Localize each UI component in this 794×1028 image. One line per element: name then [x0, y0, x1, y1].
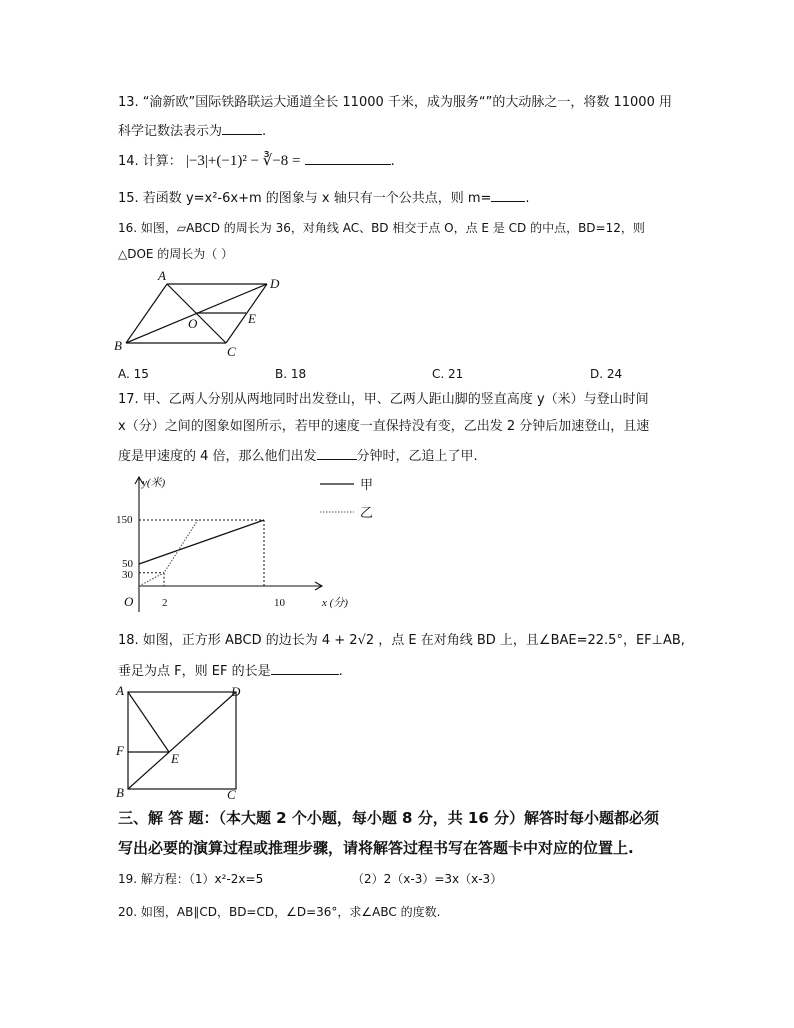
q17-line3-end: 分钟时，乙追上了甲. [356, 449, 478, 464]
legend-label-jia: 甲 [360, 478, 374, 493]
legend-label-yi: 乙 [360, 506, 374, 520]
label-b: B [114, 338, 122, 353]
q18-answer-blank [271, 660, 339, 675]
q13-answer-blank [222, 120, 262, 135]
label-a: A [158, 268, 166, 283]
q13-line1: 13. “渝新欧”国际铁路联运大通道全长 11000 千米，成为服务“”的大动脉之一，将数 11000 用 [118, 95, 672, 110]
origin-label: O [124, 594, 134, 609]
section3-heading-line2: 写出必要的演算过程或推理步骤，请将解答过程书写在答题卡中对应的位置上. [118, 839, 634, 857]
q17-line1: 17. 甲、乙两人分别从两地同时出发登山，甲、乙两人距山脚的竖直高度 y（米）与登山时间 [118, 392, 649, 407]
section3-heading-line1: 三、解 答 题：（本大题 2 个小题，每小题 8 分，共 16 分）解答时每小题都必须 [118, 809, 660, 827]
label-a: A [116, 683, 124, 698]
parallelogram-figure [112, 268, 287, 360]
q14-label: 14. 计算： [118, 154, 182, 169]
q17-line3 [118, 445, 478, 466]
diagonal-bd [128, 692, 236, 789]
label-b: B [116, 785, 124, 800]
q17-line2: x（分）之间的图象如图所示，若甲的速度一直保持没有变，乙出发 2 分钟后加速登山，且速 [118, 419, 650, 434]
label-d: D [270, 276, 280, 291]
label-e: E [171, 751, 179, 766]
y-axis-label: y(米) [142, 477, 166, 489]
q18-line2-text: 垂足为点 F，则 EF 的长是 [118, 664, 271, 679]
series-line-jia [139, 520, 264, 564]
q18-line2 [118, 660, 343, 681]
square-figure [112, 683, 247, 801]
q15-period: . [525, 191, 530, 206]
segment-ae [128, 692, 169, 752]
q18-line1: 18. 如图，正方形 ABCD 的边长为 4 + 2√2 ，点 E 在对角线 BD 上，且∠BAE=22.5°，EF⊥AB, [118, 633, 685, 648]
q18-period: . [338, 664, 343, 679]
q14-period: . [390, 154, 395, 169]
chart-legend [316, 474, 386, 520]
label-o: O [188, 316, 198, 331]
label-c: C [227, 344, 236, 359]
y-tick-150: 150 [116, 514, 133, 526]
q16-line2: △DOE 的周长为（ ） [118, 247, 234, 261]
q13-line2-text: 科学记数法表示为 [118, 124, 223, 139]
y-tick-50: 50 [122, 558, 133, 570]
q15-text: 15. 若函数 y=x²-6x+m 的图象与 x 轴只有一个公共点，则 m= [118, 191, 492, 206]
q20: 20. 如图，AB∥CD，BD=CD，∠D=36°，求∠ABC 的度数. [118, 905, 441, 919]
y-tick-30: 30 [122, 569, 133, 581]
q19-part1: 19. 解方程：（1）x²-2x=5 [118, 872, 264, 886]
q16-option-b: B. 18 [275, 367, 307, 381]
x-axis-label: x (分) [322, 597, 348, 609]
q17-line3-text: 度是甲速度的 4 倍，那么他们出发 [118, 449, 317, 464]
q13-line2 [118, 120, 266, 141]
label-f: F [116, 743, 124, 758]
q15-answer-blank [491, 187, 525, 202]
label-e: E [248, 311, 256, 326]
q14 [118, 150, 395, 171]
q16-option-a: A. 15 [118, 367, 149, 381]
q15 [118, 187, 530, 208]
q19-part2: （2）2（x-3）=3x（x-3） [352, 872, 503, 886]
q14-expression: |−3|+(−1)² − ∛−8 = [185, 153, 301, 169]
x-tick-2: 2 [162, 597, 168, 609]
q14-answer-blank [305, 150, 391, 165]
q16-option-d: D. 24 [590, 367, 623, 381]
q16-line1: 16. 如图，▱ABCD 的周长为 36，对角线 AC、BD 相交于点 O，点 E 是 CD 的中点，BD=12，则 [118, 221, 645, 235]
q16-option-c: C. 21 [432, 367, 464, 381]
q13-period: . [262, 124, 267, 139]
x-tick-10: 10 [274, 597, 285, 609]
q17-answer-blank [317, 445, 357, 460]
label-c: C [227, 787, 236, 801]
label-d: D [231, 684, 241, 699]
